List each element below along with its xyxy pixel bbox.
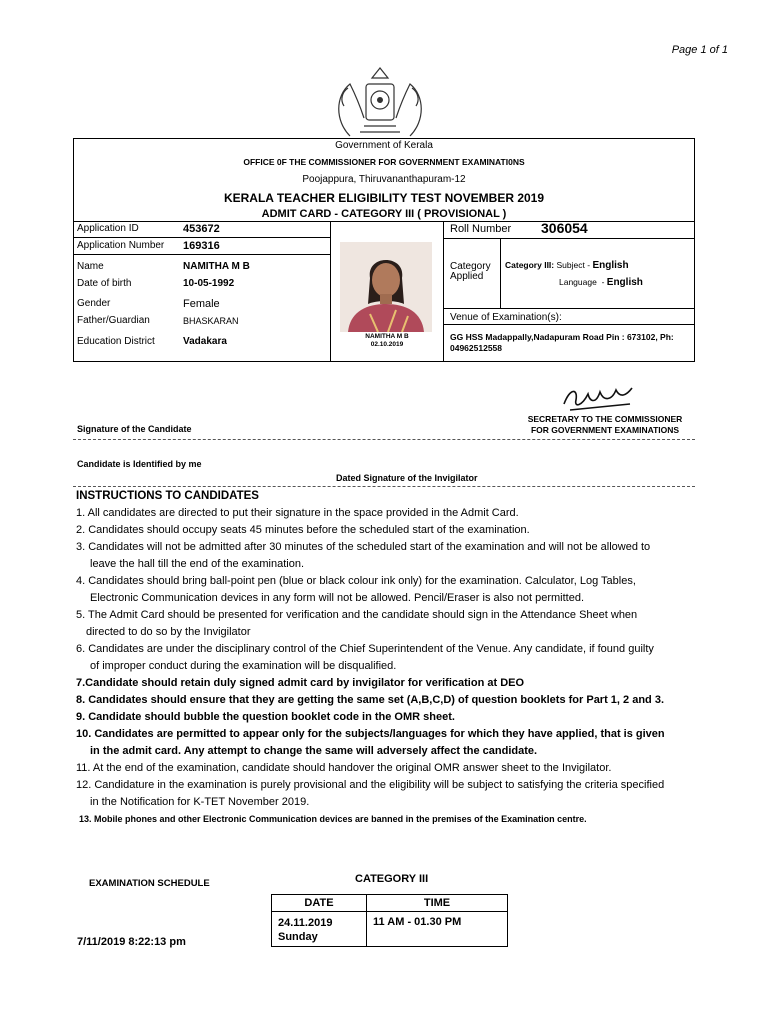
office-title: OFFICE 0F THE COMMISSIONER FOR GOVERNMENT EXAMINATI0NS	[243, 157, 525, 167]
category-subject	[505, 260, 629, 271]
secretary-title-1: SECRETARY TO THE COMMISSIONER	[527, 414, 683, 424]
instruction-13: 13. Mobile phones and other Electronic Communication devices are banned in the premises of the Examination centre.	[79, 814, 587, 824]
candidate-photo	[340, 242, 432, 332]
gov-title: Government of Kerala	[335, 140, 433, 151]
dob-label: Date of birth	[77, 278, 132, 289]
app-no-value: 169316	[183, 240, 220, 252]
venue-label: Venue of Examination(s):	[450, 312, 562, 323]
language-sep: -	[601, 277, 605, 287]
table-row	[272, 895, 508, 912]
schedule-label: EXAMINATION SCHEDULE	[89, 878, 210, 889]
invigilator-signature-label: Dated Signature of the Invigilator	[336, 473, 478, 483]
date-header: DATE	[272, 895, 367, 912]
grid-line	[443, 221, 444, 362]
office-address: Poojappura, Thiruvananthapuram-12	[302, 174, 466, 185]
schedule-table	[271, 894, 508, 947]
grid-line	[73, 221, 695, 222]
district-value: Vadakara	[183, 336, 227, 347]
instruction-9: 9. Candidate should bubble the question booklet code in the OMR sheet.	[76, 711, 455, 723]
print-timestamp: 7/11/2019 8:22:13 pm	[77, 936, 186, 948]
gender-label: Gender	[77, 298, 111, 309]
category-label-2: Applied	[450, 271, 484, 282]
divider	[73, 439, 695, 440]
dob-value: 10-05-1992	[183, 278, 235, 289]
guardian-label: Father/Guardian	[77, 315, 150, 326]
name-label: Name	[77, 261, 104, 272]
instruction-12-cont: in the Notification for K-TET November 2019.	[90, 796, 310, 808]
language-value: English	[606, 277, 643, 288]
candidate-signature-label: Signature of the Candidate	[77, 424, 192, 434]
name-value: NAMITHA M B	[183, 261, 250, 272]
exam-title: KERALA TEACHER ELIGIBILITY TEST NOVEMBER 2019	[223, 191, 545, 205]
subject-label: Subject	[556, 260, 585, 270]
roll-value: 306054	[541, 220, 588, 236]
language-label: Language	[559, 277, 597, 287]
subject-sep: -	[587, 260, 591, 270]
grid-line	[443, 308, 695, 309]
divider	[73, 486, 695, 487]
instructions-title: INSTRUCTIONS TO CANDIDATES	[76, 490, 259, 502]
language-row	[559, 277, 643, 288]
instruction-12: 12. Candidature in the examination is purely provisional and the eligibility will be subject to satisfying the criteria specified	[76, 779, 665, 791]
app-id-label: Application ID	[77, 223, 139, 234]
instruction-3: 3. Candidates will not be admitted after 30 minutes of the scheduled start of the examination and will not be allowed to	[76, 541, 651, 553]
venue-value: GG HSS Madappally,Nadapuram Road Pin : 673102, Ph: 04962512558	[450, 332, 674, 353]
app-id-value: 453672	[183, 223, 220, 235]
instruction-11: 11. At the end of the examination, candidate should handover the original OMR answer sheet to the Invigilator.	[76, 762, 612, 774]
grid-line	[443, 324, 695, 325]
grid-line	[500, 238, 501, 308]
table-row	[272, 912, 508, 947]
grid-line	[73, 254, 330, 255]
exam-time: 11 AM - 01.30 PM	[367, 912, 508, 947]
secretary-title-2: FOR GOVERNMENT EXAMINATIONS	[530, 425, 680, 435]
photo-caption-name: NAMITHA M B	[365, 333, 409, 340]
exam-day: Sunday	[278, 931, 318, 943]
gender-value: Female	[183, 298, 220, 310]
page-number: Page 1 of 1	[671, 44, 728, 56]
grid-line	[330, 221, 331, 362]
instruction-1: 1. All candidates are directed to put their signature in the space provided in the Admit Card.	[76, 507, 519, 519]
instruction-4-cont: Electronic Communication devices in any form will not be allowed. Pencil/Eraser is also not permitted.	[90, 592, 584, 604]
instruction-10: 10. Candidates are permitted to appear only for the subjects/languages for which they have applied, that is given	[76, 728, 665, 740]
subject-value: English	[592, 260, 629, 271]
category-prefix: Category III:	[505, 260, 555, 270]
instruction-5-cont: directed to do so by the Invigilator	[86, 626, 251, 638]
instructions-list	[76, 505, 716, 828]
instruction-6: 6. Candidates are under the disciplinary control of the Chief Superintendent of the Venue. Any candidate, if found guilty	[76, 643, 654, 655]
exam-date: 24.11.2019	[278, 917, 333, 929]
instruction-8: 8. Candidates should ensure that they are getting the same set (A,B,C,D) of question booklets for Part 1, 2 and 3.	[76, 694, 664, 706]
instruction-10-cont: in the admit card. Any attempt to change the same will adversely affect the candidate.	[90, 745, 538, 757]
secretary-signature-icon	[560, 382, 640, 414]
grid-line	[443, 238, 695, 239]
grid-line	[73, 237, 330, 238]
guardian-value: BHASKARAN	[183, 316, 239, 326]
instruction-4: 4. Candidates should bring ball-point pen (blue or black colour ink only) for the examination. Calculator, Log Tables,	[76, 575, 636, 587]
kerala-emblem-icon	[330, 66, 430, 140]
card-title: ADMIT CARD - CATEGORY III ( PROVISIONAL )	[261, 208, 507, 220]
district-label: Education District	[77, 336, 155, 347]
time-header: TIME	[367, 895, 508, 912]
instruction-6-cont: of improper conduct during the examination will be disqualified.	[90, 660, 397, 672]
roll-label: Roll Number	[450, 223, 512, 235]
app-no-label: Application Number	[77, 240, 165, 251]
schedule-category: CATEGORY III	[355, 873, 429, 885]
identified-label: Candidate is Identified by me	[77, 459, 202, 469]
instruction-5: 5. The Admit Card should be presented for verification and the candidate should sign in the Attendance Sheet when	[76, 609, 638, 621]
photo-caption-date: 02.10.2019	[370, 341, 404, 348]
date-cell	[272, 912, 367, 947]
instruction-7: 7.Candidate should retain duly signed admit card by invigilator for verification at DEO	[76, 677, 525, 689]
instruction-3-cont: leave the hall till the end of the examination.	[90, 558, 305, 570]
category-label: Category	[450, 261, 491, 272]
instruction-2: 2. Candidates should occupy seats 45 minutes before the scheduled start of the examination.	[76, 524, 530, 536]
